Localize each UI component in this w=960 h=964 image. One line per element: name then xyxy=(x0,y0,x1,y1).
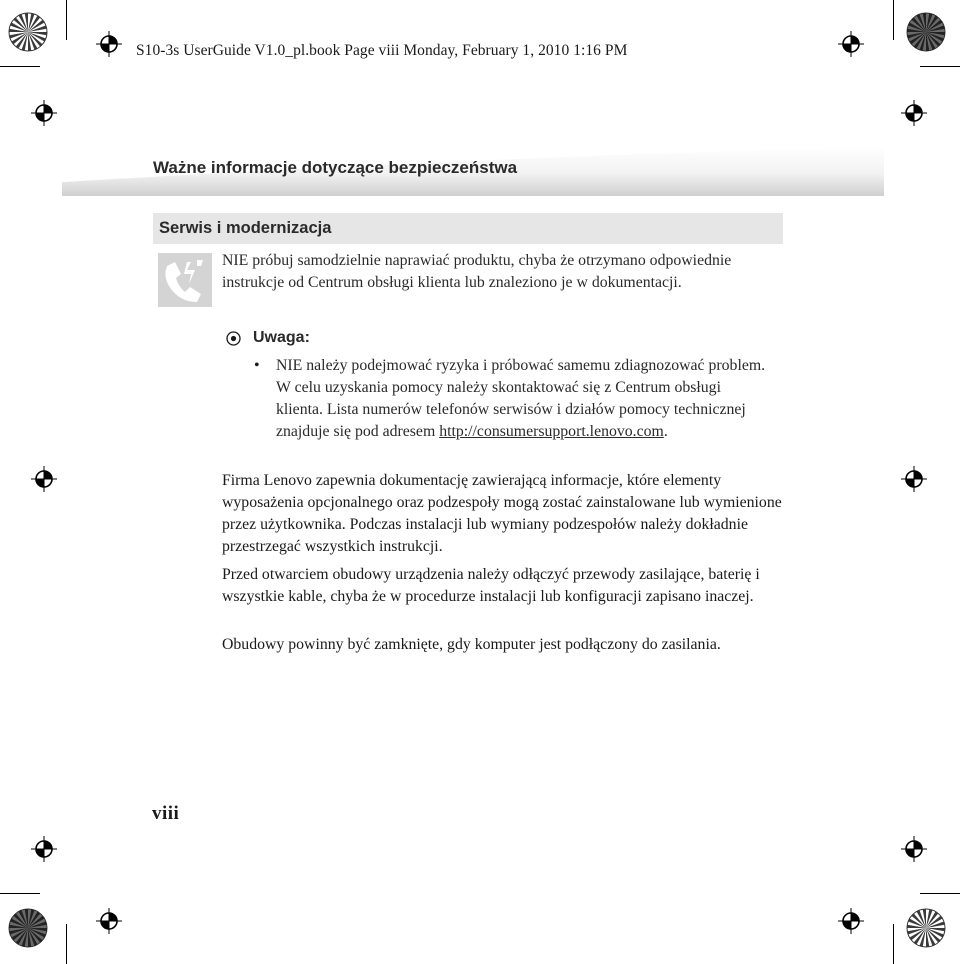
crosshair-registration-mark xyxy=(31,100,57,126)
crosshair-registration-mark xyxy=(901,100,927,126)
crop-line xyxy=(66,0,67,40)
section-header-bar xyxy=(153,213,783,244)
body-paragraph: Obudowy powinny być zamknięte, gdy komputer jest podłączony do zasilania. xyxy=(222,636,721,653)
crosshair-registration-mark xyxy=(96,908,122,934)
note-label: Uwaga: xyxy=(253,329,310,346)
crosshair-registration-mark xyxy=(901,836,927,862)
phone-service-icon xyxy=(157,252,213,308)
starburst-registration-mark-bottom-left xyxy=(8,908,48,948)
note-heading xyxy=(226,329,310,347)
crop-line xyxy=(920,66,960,67)
note-body: NIE należy podejmować ryzyka i próbować samemu zdiagnozować problem. W celu uzyskania pomocy należy skontaktować się z Centrum obsługi klienta. Lista numerów telefonów serwisów i działów pomocy technicznej znajduje się pod adresem xyxy=(276,357,766,440)
starburst-registration-mark-top-left xyxy=(8,12,48,52)
crop-line xyxy=(893,924,894,964)
note-text xyxy=(276,355,766,443)
note-icon xyxy=(226,331,241,346)
note-link-suffix: . xyxy=(663,423,668,440)
page-number: viii xyxy=(152,803,180,824)
chapter-title: Ważne informacje dotyczące bezpieczeństwa xyxy=(153,158,518,177)
crop-line xyxy=(0,893,40,894)
crosshair-registration-mark xyxy=(31,836,57,862)
book-page-header: S10-3s UserGuide V1.0_pl.book Page viii Monday, February 1, 2010 1:16 PM xyxy=(136,42,628,59)
crosshair-registration-mark xyxy=(901,466,927,492)
body-paragraph: Przed otwarciem obudowy urządzenia należy odłączyć przewody zasilające, baterię i wszystkie kable, chyba że w procedurze instalacji lub konfiguracji zapisano inaczej. xyxy=(222,566,760,605)
chapter-title-band xyxy=(62,78,884,196)
section-intro-text: NIE próbuj samodzielnie naprawiać produktu, chyba że otrzymano odpowiednie instrukcje od Centrum obsługi klienta lub znaleziono je w dokumentacji. xyxy=(222,252,732,291)
starburst-registration-mark-bottom-right xyxy=(906,908,946,948)
note-bullet: • xyxy=(254,357,260,374)
body-paragraph: Firma Lenovo zapewnia dokumentację zawierającą informacje, które elementy wyposażenia opcjonalnego oraz podzespoły mogą zostać zainstalowane lub wymienione przez użytkownika. Podczas instalacji lub wymiany podzespołów należy dokładnie przestrzegać wszystkich instrukcji. xyxy=(222,472,782,555)
crop-line xyxy=(0,66,40,67)
crop-line xyxy=(920,893,960,894)
crosshair-registration-mark xyxy=(838,908,864,934)
section-title: Serwis i modernizacja xyxy=(159,219,332,237)
crop-line xyxy=(893,0,894,40)
crosshair-registration-mark xyxy=(96,31,122,57)
crosshair-registration-mark xyxy=(31,466,57,492)
crop-line xyxy=(66,924,67,964)
support-link[interactable]: http://consumersupport.lenovo.com xyxy=(439,423,664,440)
crosshair-registration-mark xyxy=(838,31,864,57)
starburst-registration-mark-top-right xyxy=(906,12,946,52)
